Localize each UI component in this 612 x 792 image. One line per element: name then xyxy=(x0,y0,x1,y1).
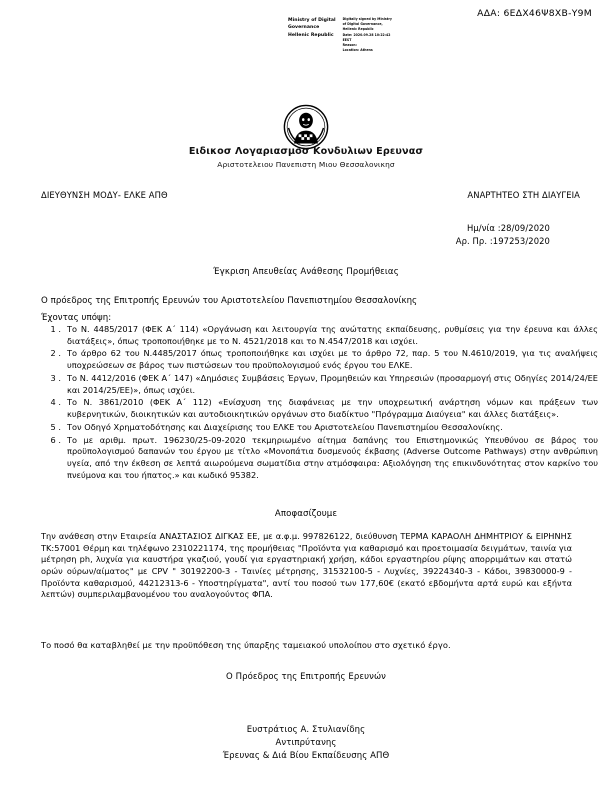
clause-text: Το Ν. 4412/2016 (ΦΕΚ Α΄ 147) «Δημόσιες Συμβάσεις Έργων, Προμηθειών και Υπηρεσιών (προσαρμογή στις Οδηγίες 2014/24/ΕΕ και 2014/25/ΕΕ)», όπως ισχύει. xyxy=(67,372,598,395)
clause-text: Το με αριθμ. πρωτ. 196230/25-09-2020 τεκμηριωμένο αίτημα δαπάνης του Επιστημονικώς Υπευθύνου σε βάρος του προϋπολογισμού δαπανών του έργου με τίτλο «Μονοπάτια δυσμενούς έκβασης (Adverse Outcome Pathways) στην ανθρώπινη υγεία, από την έκθεση σε λεπτά αιωρούμενα σωματίδια στην ατμόσφαιρα: Αξιολόγηση της επικινδυνότητας στον καρκίνο του πνεύμονα και του ήπατος.» και κωδικό 95382. xyxy=(67,434,598,480)
signature-detail-line: Date: 2020.09.28 10:22:42 xyxy=(342,32,391,37)
signature-block xyxy=(0,724,612,763)
header-department: ΔΙΕΥΘΥΝΣΗ ΜΟΔΥ- ΕΛΚΕ ΑΠΘ xyxy=(41,190,168,200)
clause-number: 3 . xyxy=(50,372,61,383)
signature-detail-line: Location: Athens xyxy=(342,48,373,53)
header-date: Ημ/νία :28/09/2020 xyxy=(466,223,550,233)
signer-role: Αντιπρύτανης xyxy=(275,737,337,748)
digital-signature-stamp xyxy=(288,17,392,53)
greek-state-emblem-icon xyxy=(283,104,329,150)
header-publication-notice: ΑΝΑΡΤΗΤΕΟ ΣΤΗ ΔΙΑΥΓΕΙΑ xyxy=(467,190,580,200)
clause-number: 4 . xyxy=(50,397,61,408)
signature-detail-line: of Digital Governance, xyxy=(342,22,383,27)
clause-text: Το άρθρο 62 του Ν.4485/2017 όπως τροποποιήθηκε και ισχύει με το άρθρο 72, παρ. 5 του Ν.4610/2019, για τις αναλήψεις υποχρεώσεων σε βάρος των πιστώσεων του προϋπολογισμού ενός έργου του ΕΛΚΕ. xyxy=(67,348,598,371)
signature-detail-line: Hellenic Republic xyxy=(342,27,374,32)
signature-detail-line: EEST xyxy=(342,37,352,42)
document-title: Έγκριση Απευθείας Ανάθεσης Προμήθειας xyxy=(213,267,399,277)
signature-detail-line: Reason: xyxy=(342,42,357,47)
clause-number: 1 . xyxy=(50,324,61,334)
signature-detail-line: Digitally signed by Ministry xyxy=(342,17,392,21)
organization-subtitle: Αριστοτελειου Πανεπιστη Μιου Θεσσαλονικησ xyxy=(217,160,395,169)
signature-authority-line: Governance xyxy=(288,25,320,31)
clause-number: 5 . xyxy=(50,421,61,432)
clause-number: 6 . xyxy=(50,434,61,445)
decide-heading: Αποφασίζουμε xyxy=(274,509,338,519)
list-item xyxy=(50,421,598,434)
clause-text: Το Ν. 4485/2017 (ΦΕΚ Α΄ 114) «Οργάνωση και λειτουργία της ανώτατης εκπαίδευσης, ρυθμίσεις για την έρευνα και άλλες διατάξεις», όπως τροποποιήθηκε με το Ν. 4521/2018 και το Ν.4547/2018 και ισχύει. xyxy=(67,324,598,346)
header-protocol-number: Αρ. Πρ. :197253/2020 xyxy=(455,236,550,246)
legal-clauses-list xyxy=(41,324,598,482)
president-line: Ο Πρόεδρος της Επιτροπής Ερευνών xyxy=(225,672,387,682)
list-item xyxy=(50,324,598,347)
signature-authority xyxy=(288,17,336,39)
award-paragraph: Την ανάθεση στην Εταιρεία ΑΝΑΣΤΑΣΙΟΣ ΔΙΓΚΑΣ ΕΕ, με α.φ.μ. 997826122, διεύθυνση ΤΕΡΜΑ ΚΑΡΑΟΛΗ ΔΗΜΗΤΡΙΟΥ & ΕΙΡΗΝΗΣ ΤΚ:57001 Θέρμη και τηλέφωνο 2310221174, της προμήθειας "Προϊόντα για καθαρισμό και προετοιμασία δειγμάτων, ταινία για μέτρηση ph, λυχνία για καυστήρα γκαζιού, γουδί για εργαστηριακή χρήση, κάδοι εργαστηρίου ρίψης απορριμάτων και στατώ ορών ούρων/αίματος" με CPV " 30192200-3 - Ταινίες μέτρησης, 31532100-5 - Λυχνίες, 39224340-3 - Κάδοι, 39830000-9 - Προϊόντα καθαρισμού, 44212313-6 - Υποστηρίγματα", αντί του ποσού των 177,60€ (εκατό εβδομήντα αρτά ευρώ και εξήντα λεπτών) συμπεριλαμβανομένου του αναλογούντος ΦΠΑ. xyxy=(41,531,572,600)
list-item xyxy=(50,372,598,396)
ada-code: ΑΔΑ: 6ΕΔΧ46Ψ8ΧΒ-Υ9Μ xyxy=(477,8,592,19)
list-item xyxy=(50,348,598,371)
signer-name: Ευστράτιος Α. Στυλιανίδης xyxy=(246,725,366,735)
signer-department: Έρευνας & Διά Βίου Εκπαίδευσης ΑΠΘ xyxy=(222,750,390,761)
signature-authority-line: Hellenic Republic xyxy=(288,32,334,38)
having-regard-label: Έχοντας υπόψη: xyxy=(41,313,112,323)
signature-authority-line: Ministry of Digital xyxy=(288,18,336,23)
list-item xyxy=(50,397,598,420)
list-item xyxy=(50,434,598,482)
clause-text: Το Ν. 3861/2010 (ΦΕΚ Α΄ 112) «Ενίσχυση της διαφάνειας με την υποχρεωτική ανάρτηση νόμων και πράξεων των κυβερνητικών, διοικητικών και αυτοδιοικητικών οργάνων στο διαδίκτυο "Πρόγραμμα Διαύγεια" και άλλες διατάξεις». xyxy=(67,397,598,420)
document-intro: Ο πρόεδρος της Επιτροπής Ερευνών του Αριστοτελείου Πανεπιστημίου Θεσσαλονίκης xyxy=(41,296,418,306)
organization-title: Ειδικοσ Λογαριασμοσ Κονδυλιων Ερευνασ xyxy=(188,146,424,157)
clause-number: 2 . xyxy=(50,348,61,359)
clause-text: Τον Οδηγό Χρηματοδότησης και Διαχείρισης του ΕΛΚΕ του Αριστοτελείου Πανεπιστημίου Θεσσαλονίκης. xyxy=(67,421,503,432)
payment-note: Το ποσό θα καταβληθεί με την προϋπόθεση της ύπαρξης ταμειακού υπολοίπου στο σχετικό έργο. xyxy=(41,640,451,650)
signature-details xyxy=(343,17,392,53)
